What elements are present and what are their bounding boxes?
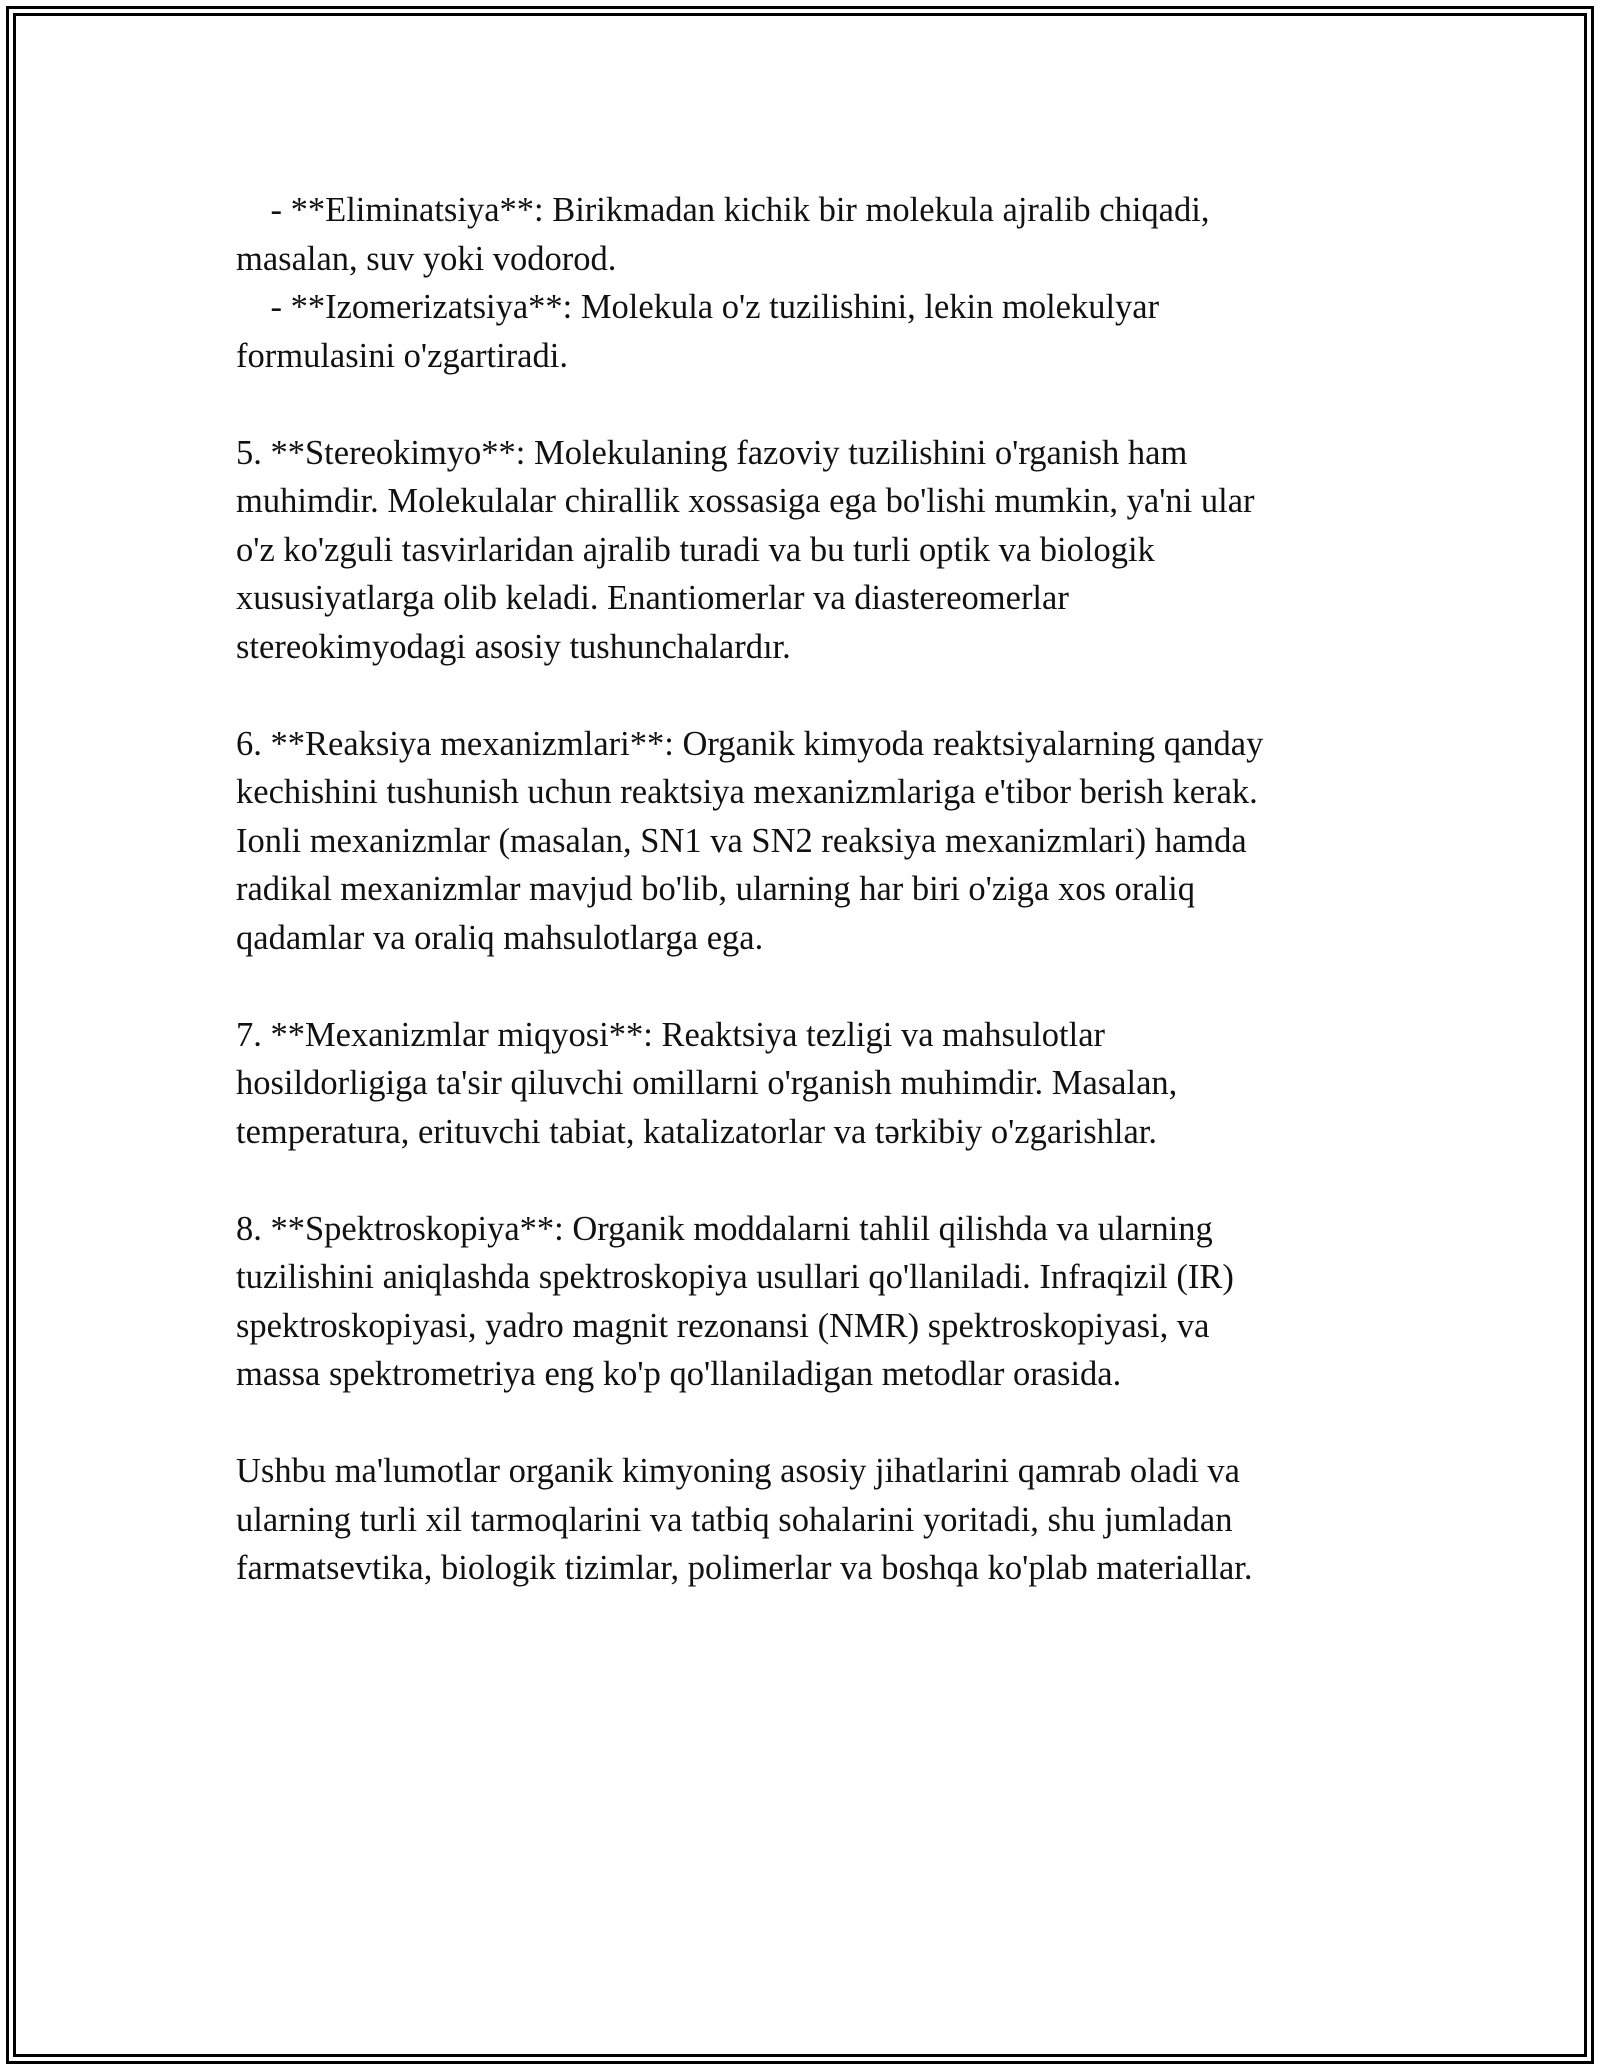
paragraph-spacer (236, 671, 1346, 720)
paragraph-conclusion (236, 1447, 1346, 1593)
text-line: spektroskopiyasi, yadro magnit rezonansi (NMR) spektroskopiyasi, va (236, 1306, 1210, 1345)
text-line: Ushbu ma'lumotlar organik kimyoning asosiy jihatlarini qamrab oladi va (236, 1452, 1240, 1490)
paragraph-reaction-mechanisms (236, 720, 1346, 963)
text-line: xususiyatlarga olib keladi. Enantiomerlar va diastereomerlar (236, 579, 1069, 617)
paragraph-spacer (236, 1156, 1346, 1205)
paragraph-mechanism-scale (236, 1011, 1346, 1157)
text-line: 6. **Reaksiya mexanizmlari**: Organik kimyoda reaktsiyalarning qanday (236, 724, 1264, 763)
text-line: masalan, suv yoki vodorod. (236, 239, 617, 278)
paragraph-reaction-types (236, 186, 1346, 380)
text-line: 8. **Spektroskopiya**: Organik moddalarni tahlil qilishda va ularning (236, 1209, 1213, 1248)
text-line: muhimdir. Molekulalar chirallik xossasiga ega bo'lishi mumkin, ya'ni ular (236, 482, 1255, 520)
paragraph-spectroscopy (236, 1205, 1346, 1399)
document-body (236, 186, 1346, 1593)
text-line: - **Eliminatsiya**: Birikmadan kichik bir molekula ajralib chiqadi, (236, 191, 1210, 229)
text-line: tuzilishini aniqlashda spektroskopiya usullari qo'llaniladi. Infraqizil (IR) (236, 1258, 1234, 1296)
text-line: ularning turli xil tarmoqlarini va tatbiq sohalarini yoritadi, shu jumladan (236, 1500, 1233, 1539)
text-line: kechishini tushunish uchun reaktsiya mexanizmlariga e'tibor berish kerak. (236, 773, 1258, 811)
paragraph-stereochemistry (236, 429, 1346, 672)
text-line: 7. **Mexanizmlar miqyosi**: Reaktsiya tezligi va mahsulotlar (236, 1015, 1106, 1054)
text-line: stereokimyodagi asosiy tushunchalardır. (236, 627, 791, 666)
text-line: radikal mexanizmlar mavjud bo'lib, ularning har biri o'ziga xos oraliq (236, 870, 1195, 908)
text-line: 5. **Stereokimyo**: Molekulaning fazoviy tuzilishini o'rganish ham (236, 433, 1188, 472)
text-line: - **Izomerizatsiya**: Molekula o'z tuzilishini, lekin molekulyar (236, 288, 1160, 326)
paragraph-spacer (236, 1399, 1346, 1448)
text-line: Ionli mexanizmlar (masalan, SN1 va SN2 reaksiya mexanizmlari) hamda (236, 821, 1247, 860)
text-line: o'z ko'zguli tasvirlaridan ajralib turadi va bu turli optik va biologik (236, 530, 1155, 569)
text-line: hosildorligiga ta'sir qiluvchi omillarni o'rganish muhimdir. Masalan, (236, 1064, 1178, 1102)
text-line: farmatsevtika, biologik tizimlar, polimerlar va boshqa ko'plab materiallar. (236, 1549, 1253, 1587)
text-line: qadamlar va oraliq mahsulotlarga ega. (236, 918, 764, 957)
text-line: formulasini o'zgartiradi. (236, 336, 568, 375)
paragraph-spacer (236, 962, 1346, 1011)
text-line: temperatura, erituvchi tabiat, katalizatorlar va tərkibiy o'zgarishlar. (236, 1112, 1158, 1151)
text-line: massa spektrometriya eng ko'p qo'llaniladigan metodlar orasida. (236, 1355, 1122, 1393)
paragraph-spacer (236, 380, 1346, 429)
